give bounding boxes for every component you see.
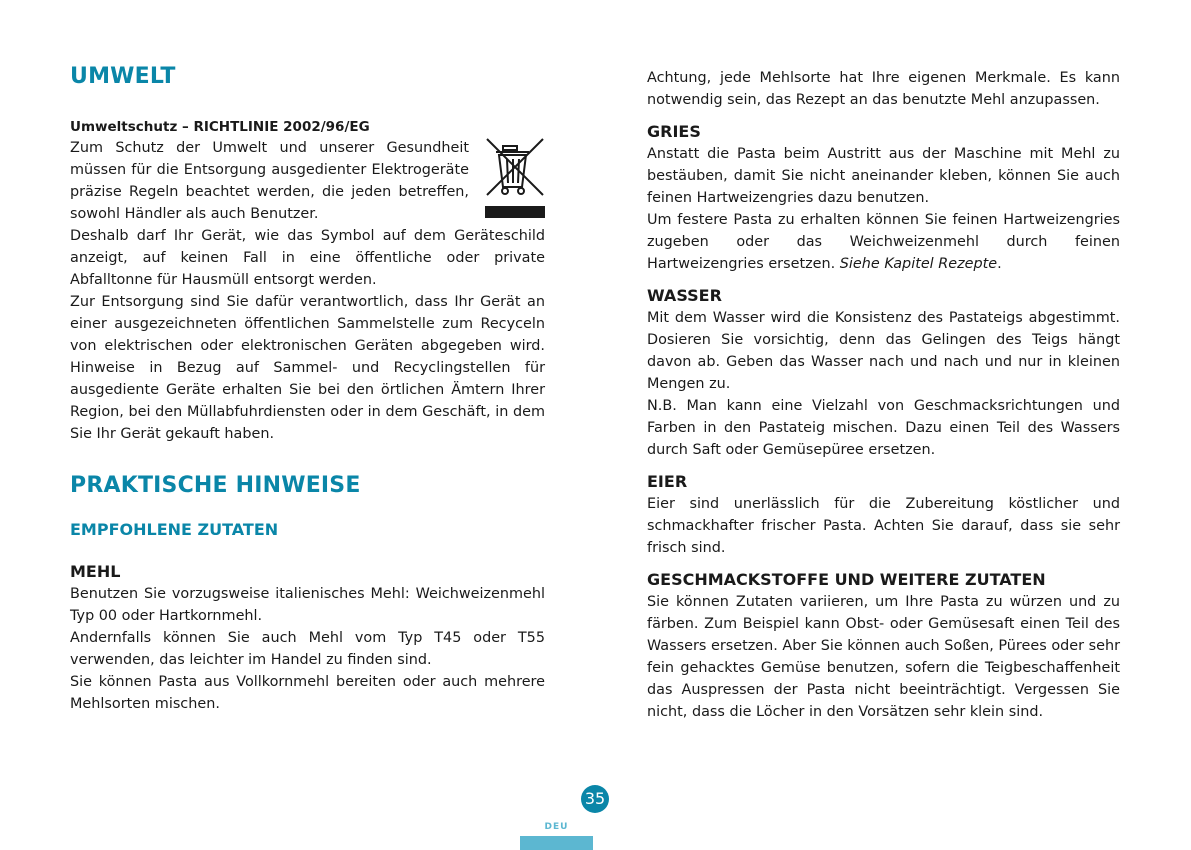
language-tab — [520, 836, 593, 850]
gries-paragraph-2: Um festere Pasta zu erhalten können Sie feinen Hartweizengries zugeben oder das Weichweizenmehl durch feinen Hartweizengries ersetzen. Siehe Kapitel Rezepte. — [647, 212, 1120, 272]
achtung-paragraph: Achtung, jede Mehlsorte hat Ihre eigenen Merkmale. Es kann notwendig sein, das Rezept an das benutzte Mehl anzupassen. — [647, 70, 1120, 108]
gries-title: GRIES — [647, 122, 701, 141]
empfohlene-title: EMPFOHLENE ZUTATEN — [70, 520, 279, 539]
wasser-paragraph-1: Mit dem Wasser wird die Konsistenz des Pastateigs abgestimmt. Dosieren Sie vorsichtig, denn das Gelingen des Teigs hängt davon ab. Geben das Wasser nach und nach und nur in kleinen Mengen zu. — [647, 310, 1120, 392]
umweltschutz-heading: Umweltschutz – RICHTLINIE 2002/96/EG — [70, 119, 370, 135]
left-column — [70, 64, 545, 715]
mehl-paragraph-1: Benutzen Sie vorzugsweise italienisches Mehl: Weichweizenmehl Typ 00 oder Hartkornmehl. — [70, 586, 545, 624]
umwelt-title: UMWELT — [70, 64, 176, 89]
recipe-reference: Siehe Kapitel Rezepte — [839, 256, 998, 272]
umwelt-paragraph-3: Zur Entsorgung sind Sie dafür verantwortlich, dass Ihr Gerät an einer ausgezeichneten öffentlichen Sammelstelle zum Recyceln von elektrischen oder elektronischen Geräten abgegeben wird. Hinweise in Bezug auf Sammel- und Recyclingstellen für ausgediente Geräte erhalten Sie bei den örtlichen Ämtern Ihrer Region, bei den Müllabfuhrdiensten oder in dem Geschäft, in dem Sie Ihr Gerät gekauft haben. — [70, 294, 545, 442]
wasser-paragraph-2: N.B. Man kann eine Vielzahl von Geschmacksrichtungen und Farben in den Pastateig mischen. Dazu einen Teil des Wassers durch Saft oder Gemüsepüree ersetzen. — [647, 398, 1120, 458]
eier-title: EIER — [647, 472, 688, 491]
wasser-title: WASSER — [647, 286, 722, 305]
mehl-title: MEHL — [70, 562, 121, 581]
mehl-paragraph-3: Sie können Pasta aus Vollkornmehl bereiten oder auch mehrere Mehlsorten mischen. — [70, 674, 545, 712]
umwelt-paragraph-1: Zum Schutz der Umwelt und unserer Gesundheit müssen für die Entsorgung ausgedienter Elektrogeräte präzise Regeln beachtet werden, die jeden betreffen, sowohl Händler als auch Benutzer. — [70, 140, 469, 222]
mehl-paragraph-2: Andernfalls können Sie auch Mehl vom Typ T45 oder T55 verwenden, das leichter im Handel zu finden sind. — [70, 630, 545, 668]
language-label: DEU — [544, 822, 569, 832]
page-number: 35 — [581, 785, 609, 813]
geschmack-paragraph: Sie können Zutaten variieren, um Ihre Pasta zu würzen und zu färben. Zum Beispiel kann Obst- oder Gemüsesaft einen Teil des Wassers ersetzen. Aber Sie können auch Soßen, Pürees oder sehr fein gehacktes Gemüse benutzen, sofern die Teigbeschaffenheit das Auspressen der Pasta nicht beeinträchtigt. Vergessen Sie nicht, dass die Löcher in den Vorsätzen sehr klein sind. — [647, 594, 1120, 720]
gries-paragraph-2-text: Um festere Pasta zu erhalten können Sie feinen Hartweizengries zugeben oder das Weichweizenmehl durch feinen Hartweizengries ersetzen. — [647, 212, 1120, 272]
gries-paragraph-1: Anstatt die Pasta beim Austritt aus der Maschine mit Mehl zu bestäuben, damit Sie nicht aneinander kleben, können Sie auch feinen Hartweizengries dazu benutzen. — [647, 146, 1120, 206]
weee-crossed-bin-icon — [485, 137, 545, 219]
praktische-title: PRAKTISCHE HINWEISE — [70, 473, 361, 498]
eier-paragraph: Eier sind unerlässlich für die Zubereitung köstlicher und schmackhafter frischer Pasta. Achten Sie darauf, dass sie sehr frisch sind. — [647, 496, 1120, 556]
right-column — [647, 67, 1120, 723]
umwelt-paragraph-2: Deshalb darf Ihr Gerät, wie das Symbol auf dem Geräteschild anzeigt, auf keinen Fall in eine öffentliche oder private Abfalltonne für Hausmüll entsorgt werden. — [70, 228, 545, 288]
geschmack-title: GESCHMACKSTOFFE UND WEITERE ZUTATEN — [647, 570, 1046, 589]
